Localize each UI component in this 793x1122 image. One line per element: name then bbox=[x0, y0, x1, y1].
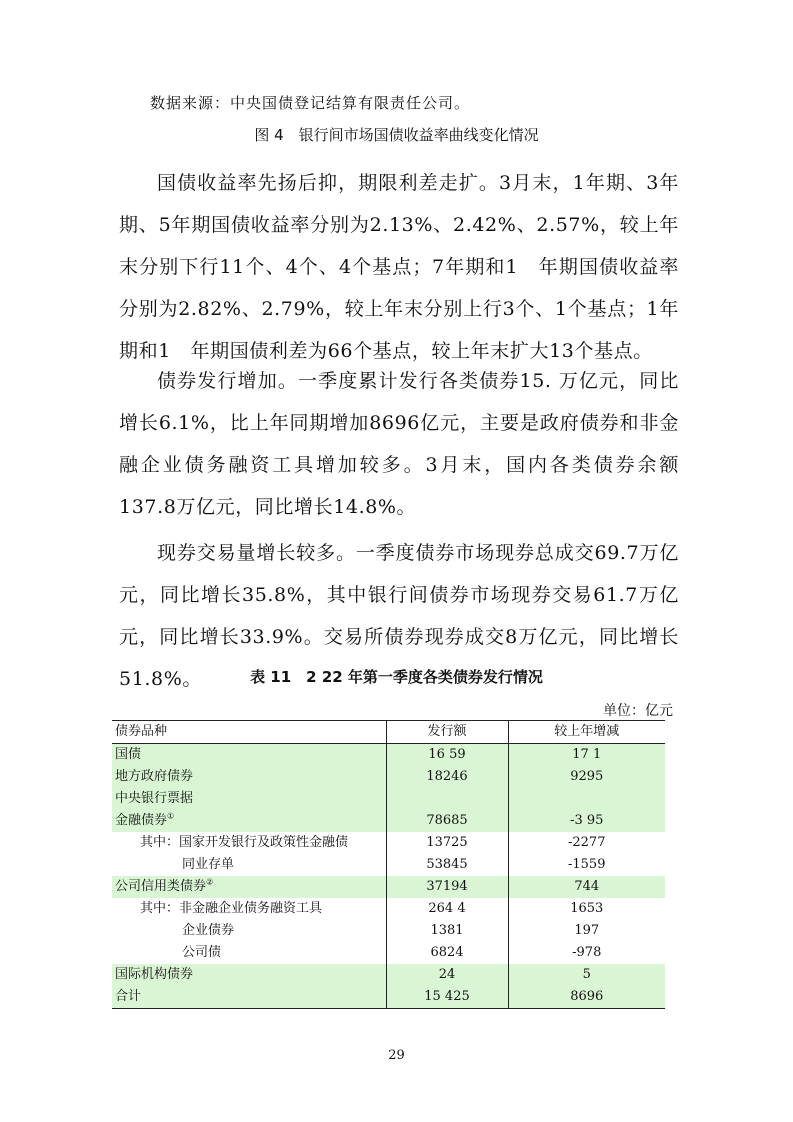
paragraph-bond-issuance: 债券发行增加。一季度累计发行各类债券15. 万亿元，同比增长6.1%，比上年同期增加8696亿元，主要是政府债券和非金融企业债务融资工具增加较多。3月末，国内各类债券余额137.8万亿元，同比增长14.8%。 bbox=[119, 370, 679, 518]
row-label: 国债 bbox=[112, 744, 386, 767]
row-label: 其中：非金融企业债务融资工具 bbox=[140, 901, 323, 916]
row-issue: 18246 bbox=[386, 766, 508, 788]
paragraph-spot-trading: 现券交易量增长较多。一季度债券市场现券总成交69.7万亿元，同比增长35.8%，其中银行间债券市场现券交易61.7万亿元，同比增长33.9%。交易所债券现券成交8万亿元，同比增长51.8%。 bbox=[119, 542, 679, 690]
header-bond-type: 债券品种 bbox=[112, 721, 386, 744]
table-row bbox=[112, 810, 665, 832]
row-label: 地方政府债券 bbox=[112, 766, 386, 788]
row-change: 8696 bbox=[508, 986, 665, 1009]
row-issue: 37194 bbox=[386, 876, 508, 898]
row-change: -2277 bbox=[568, 835, 606, 850]
row-change: -1559 bbox=[568, 857, 606, 872]
unit-label: 单位：亿元 bbox=[603, 703, 673, 719]
table-row bbox=[112, 832, 665, 854]
row-issue: 15 425 bbox=[386, 986, 508, 1009]
footnote-mark: ① bbox=[167, 811, 175, 821]
table-row bbox=[112, 854, 665, 876]
page-number: 29 bbox=[388, 1048, 405, 1063]
row-label: 企业债券 bbox=[182, 923, 235, 938]
row-change: -978 bbox=[572, 945, 602, 960]
bond-issuance-table bbox=[112, 720, 665, 1009]
table-row bbox=[112, 876, 665, 898]
table-row bbox=[112, 942, 665, 964]
row-issue: 78685 bbox=[386, 810, 508, 832]
row-change: 1653 bbox=[570, 901, 604, 916]
table-row-total bbox=[112, 986, 665, 1009]
footnote-mark: ② bbox=[206, 877, 214, 887]
row-label: 国际机构债券 bbox=[112, 964, 386, 986]
row-issue: 13725 bbox=[386, 832, 508, 854]
header-yoy-change: 较上年增减 bbox=[508, 721, 665, 744]
table-row bbox=[112, 766, 665, 788]
row-issue: 6824 bbox=[386, 942, 508, 964]
paragraph-yield-curve: 国债收益率先扬后抑，期限利差走扩。3月末，1年期、3年期、5年期国债收益率分别为2.13%、2.42%、2.57%，较上年末分别下行11个、4个、4个基点；7年期和1 年期国债收益率分别为2.82%、2.79%，较上年末分别上行3个、1个基点；1年期和1 年期国债利差为66个基点，较上年末扩大13个基点。 bbox=[119, 172, 679, 362]
table-caption: 表 11 2 22 年第一季度各类债券发行情况 bbox=[250, 668, 543, 686]
row-change bbox=[508, 788, 665, 810]
row-change: 9295 bbox=[508, 766, 665, 788]
table-row bbox=[112, 964, 665, 986]
row-change: 744 bbox=[508, 876, 665, 898]
row-issue bbox=[386, 788, 508, 810]
row-label: 其中：国家开发银行及政策性金融债 bbox=[140, 835, 349, 850]
row-issue: 53845 bbox=[386, 854, 508, 876]
row-issue: 1381 bbox=[386, 920, 508, 942]
table-row bbox=[112, 788, 665, 810]
table-row bbox=[112, 920, 665, 942]
row-label: 公司信用类债券② bbox=[112, 876, 386, 898]
figure-caption: 图 4 银行间市场国债收益率曲线变化情况 bbox=[254, 126, 539, 144]
header-issue-amount: 发行额 bbox=[386, 721, 508, 744]
row-label: 同业存单 bbox=[182, 857, 235, 872]
row-change: 17 1 bbox=[508, 744, 665, 767]
row-change: 5 bbox=[508, 964, 665, 986]
row-label: 合计 bbox=[112, 986, 386, 1009]
row-label: 公司债 bbox=[182, 945, 222, 960]
row-issue: 16 59 bbox=[386, 744, 508, 767]
table-header-row bbox=[112, 721, 665, 744]
row-label: 金融债券① bbox=[112, 810, 386, 832]
row-issue: 24 bbox=[386, 964, 508, 986]
table-row bbox=[112, 898, 665, 920]
row-change: 197 bbox=[574, 923, 600, 938]
row-change: -3 95 bbox=[508, 810, 665, 832]
row-issue: 264 4 bbox=[386, 898, 508, 920]
table-row bbox=[112, 744, 665, 767]
row-label: 中央银行票据 bbox=[112, 788, 386, 810]
source-note: 数据来源：中央国债登记结算有限责任公司。 bbox=[150, 94, 471, 112]
